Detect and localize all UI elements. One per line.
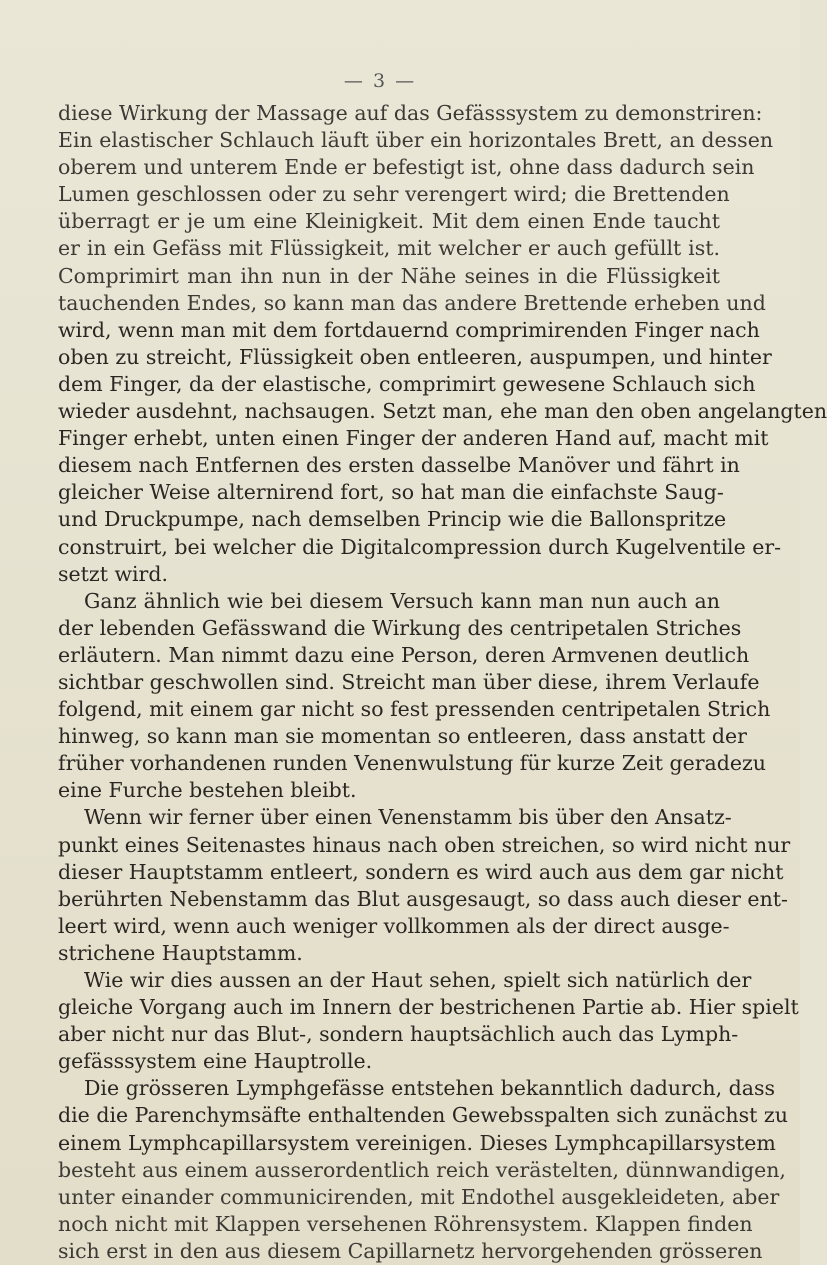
text-line: überragt er je um eine Kleinigkeit. Mit dem einen Ende taucht xyxy=(58,209,720,234)
text-line: eine Furche bestehen bleibt. xyxy=(58,778,357,803)
text-line: Comprimirt man ihn nun in der Nähe seines in die Flüssigkeit xyxy=(58,263,720,288)
text-line: die die Parenchymsäfte enthaltenden Gewebsspalten sich zunächst zu xyxy=(58,1103,788,1128)
text-line: Die grösseren Lymphgefässe entstehen bekanntlich dadurch, dass xyxy=(84,1076,776,1101)
text-line: strichene Hauptstamm. xyxy=(58,940,303,965)
text-line: folgend, mit einem gar nicht so fest pressenden centripetalen Strich xyxy=(58,697,771,722)
text-line: unter einander communicirenden, mit Endothel ausgekleideten, aber xyxy=(58,1184,780,1209)
text-line: tauchenden Endes, so kann man das andere Brettende erheben und xyxy=(58,290,766,315)
text-line: und Druckpumpe, nach demselben Princip wie die Ballonspritze xyxy=(58,507,727,532)
text-line: wieder ausdehnt, nachsaugen. Setzt man, ehe man den oben angelangten xyxy=(58,399,827,424)
text-line: hinweg, so kann man sie momentan so entleeren, dass anstatt der xyxy=(58,724,747,749)
text-line: er in ein Gefäss mit Flüssigkeit, mit welcher er auch gefüllt ist. xyxy=(58,236,720,261)
text-line: früher vorhandenen runden Venenwulstung für kurze Zeit geradezu xyxy=(58,751,766,776)
text-line: construirt, bei welcher die Digitalcompression durch Kugelventile er- xyxy=(58,534,782,559)
text-line: punkt eines Seitenastes hinaus nach oben streichen, so wird nicht nur xyxy=(58,832,791,857)
text-line: dem Finger, da der elastische, comprimirt gewesene Schlauch sich xyxy=(58,371,756,396)
text-line: der lebenden Gefässwand die Wirkung des centripetalen Striches xyxy=(58,615,742,640)
text-line: leert wird, wenn auch weniger vollkommen als der direct ausge- xyxy=(58,913,730,938)
text-line: oberem und unterem Ende er befestigt ist, ohne dass dadurch sein xyxy=(58,155,755,180)
text-line: sichtbar geschwollen sind. Streicht man über diese, ihrem Verlaufe xyxy=(58,669,760,694)
text-line: Ein elastischer Schlauch läuft über ein horizontales Brett, an dessen xyxy=(58,128,774,153)
text-line: noch nicht mit Klappen versehenen Röhrensystem. Klappen finden xyxy=(58,1211,753,1236)
text-line: Wie wir dies aussen an der Haut sehen, spielt sich natürlich der xyxy=(84,968,752,992)
text-line: diesem nach Entfernen des ersten dasselbe Manöver und fährt in xyxy=(58,453,740,478)
text-line: berührten Nebenstamm das Blut ausgesaugt, so dass auch dieser ent- xyxy=(58,886,788,911)
text-line: erläutern. Man nimmt dazu eine Person, deren Armvenen deutlich xyxy=(58,642,750,667)
text-line: oben zu streicht, Flüssigkeit oben entleeren, auspumpen, und hinter xyxy=(58,344,772,369)
text-line: einem Lymphcapillarsystem vereinigen. Dieses Lymphcapillarsystem xyxy=(58,1130,776,1155)
text-line: dieser Hauptstamm entleert, sondern es wird auch aus dem gar nicht xyxy=(58,859,784,884)
text-line: gleicher Weise alternirend fort, so hat man die einfachste Saug- xyxy=(58,480,724,505)
text-line: gleiche Vorgang auch im Innern der bestrichenen Partie ab. Hier spielt xyxy=(58,995,799,1020)
page-number: — 3 — xyxy=(343,70,417,92)
text-line: Wenn wir ferner über einen Venenstamm bis über den Ansatz- xyxy=(84,805,732,830)
text-line: Finger erhebt, unten einen Finger der anderen Hand auf, macht mit xyxy=(58,426,769,451)
text-line: diese Wirkung der Massage auf das Gefässsystem zu demonstriren: xyxy=(58,101,763,125)
text-line: Ganz ähnlich wie bei diesem Versuch kann man nun auch an xyxy=(84,588,720,613)
text-line: sich erst in den aus diesem Capillarnetz hervorgehenden grösseren xyxy=(58,1238,763,1263)
text-line: aber nicht nur das Blut-, sondern hauptsächlich auch das Lymph- xyxy=(58,1022,739,1047)
text-line: Lumen geschlossen oder zu sehr verengert wird; die Brettenden xyxy=(58,182,730,207)
text-line: besteht aus einem ausserordentlich reich verästelten, dünnwandigen, xyxy=(58,1157,786,1182)
text-line: wird, wenn man mit dem fortdauernd comprimirenden Finger nach xyxy=(58,317,760,342)
body-text xyxy=(58,100,827,1265)
text-line: setzt wird. xyxy=(58,561,168,586)
text-line: gefässsystem eine Hauptrolle. xyxy=(58,1049,373,1074)
